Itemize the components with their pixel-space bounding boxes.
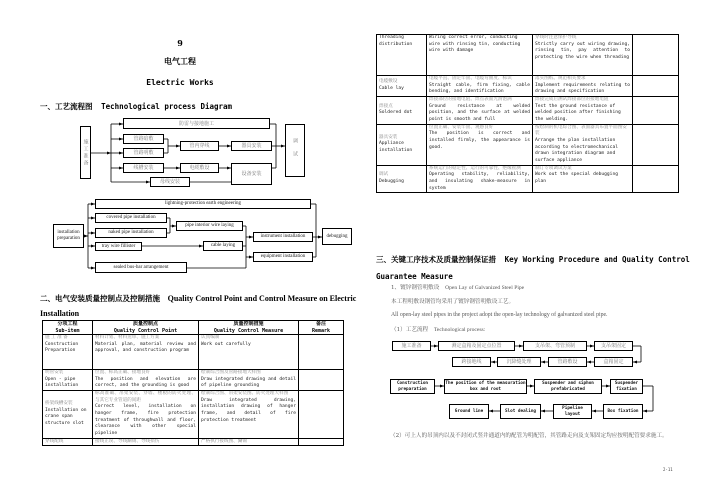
flow3-en-step4: Suspender fixation: [610, 379, 643, 394]
flow3-en-step6: Pipeline layout: [553, 404, 592, 419]
table-row: 器具安装 Appliance installation 位置正确、安装牢固、观感良好 The position is correct and installed firmly, the appearance is good. 按绘制的机电综合图、表面器具布置平面图安装 Arrange the plan installation according to electromechanical drawn integration diagram and surface appliance: [377, 124, 679, 165]
page-number: 2-11: [663, 467, 673, 472]
flow-cn-concealed-pipe: 管路暗敷: [123, 134, 164, 144]
section1-heading-en: Technological process Diagram: [101, 102, 233, 111]
flow-en-lightning: lightning-protection earth engineering: [95, 199, 311, 209]
table-row: 焊接点 Soldered dot 焊接部位的接地电阻、焊点表面光滑饱满 Ground resistance at welded position, and the surface at welded point is smooth and full 焊接完成后测试焊接部位的接地电阻 Test the ground resistance of welded position after finishing the welding.: [377, 96, 679, 124]
flow-en-wire-in-pipe: pipe interior wire laying: [176, 221, 243, 231]
flow-cn-cable: 电缆敷设: [180, 163, 219, 173]
flow-cn-tray: 线槽安装: [123, 163, 164, 173]
flow-cn-busbar: 母线安装: [150, 177, 190, 187]
flow3-cn-step3: 支吊架、弯管预制: [523, 341, 587, 351]
section2-heading-cn: 二、电气安装质量控制点及控制措施: [40, 294, 160, 303]
para2: （2）可上人的吊顶内以及不封闭式竖井通道内的配管为明配管，其管路走向及支架固定均应按明配管要求施工。: [390, 433, 668, 439]
flow-en-debugging: debugging: [322, 228, 352, 245]
flow3-en-step3: Suspender and siphon prefabricated: [534, 379, 602, 394]
col-header-subitem: 分项工程 Sub-item: [43, 321, 93, 335]
flow3-cn-step2: 测定盒箱及固定点位置: [438, 341, 515, 351]
flow-en-start: installation preparation: [53, 224, 84, 248]
flow-en-naked-pipe: naked pipe installation: [95, 228, 167, 238]
para1-en: All open-lay steel pipes in the project adopt the open-lay technology of galvanized steel pipe.: [391, 312, 608, 318]
flow-cn-fixtures: 器具安装: [231, 141, 272, 151]
flow3-cn-step1: 施工准备: [392, 341, 431, 351]
flow-cn-lightning: 防雷与接地施工: [123, 118, 270, 129]
chapter-title-cn: 电气工程: [164, 56, 196, 66]
col-header-measure: 质量控制措施 Quality Control Measure: [199, 321, 299, 335]
flow3-cn-step7: 沉降缝处理: [497, 357, 541, 367]
table-row: 桥架线槽安装 Installation on crane span structure slot 标高准确、吊架安装、穿墙、楼板的防火处理、与其它专业管道的间距 Correct level, installation on hanger frame, fire protection treatment of throughwall and floor, clearance with other special pipeline 绘制综合图、吊架安装图、防火处理大样图 Draw integrated drawing, installation drawing of hanger frame, and detail of fire protection treatment: [43, 390, 344, 438]
flow-cn-start: 施工准备: [80, 126, 91, 179]
section3-heading-en: Key Working Procedure and Quality Control Guarantee Measure: [376, 255, 690, 281]
flow3-cn-step5: 盒箱固定: [594, 357, 633, 367]
subsection1-title: 1、镀锌钢管明敷设 Open Lay of Galvanized Steel Pipe: [391, 285, 525, 291]
section2-heading-en: Quality Control Point and Control Measure on Electric Installation: [40, 294, 357, 319]
table-row: 调试 Debugging 系统运行的稳定性、运行的可靠性、绝缘摇测 Operating stability, reliability, and insulating shake-measure in system 制订专项调试方案 Work out the special debugging plan: [377, 165, 679, 193]
table-row: 电缆敷设 Cable lay 电缆平直、固定牢固、电缆弯曲度、标识 Straight cable, firm fixing, cable bending, and identification 落实图纸、规范相关要求 Implement requirements relating to drawing and specification: [377, 76, 679, 97]
section3-heading-cn: 三、关键工序技术及质量控制保证措: [376, 255, 496, 264]
flow3-en-step7: Slot dealing: [500, 404, 541, 419]
flow3-cn-step4: 支吊架固定: [594, 341, 633, 351]
flow-en-instrument: instrument installation: [253, 232, 313, 242]
col-header-point: 质量控制点 Quality Control Point: [93, 321, 199, 335]
flow-en-busbar: sealed bus-bar arrangement: [95, 262, 187, 273]
table-row: 穿线配线 接线正误、导线涮锡、导线损伤 严格执行接线图、涮锡: [43, 438, 344, 446]
section-number: 9: [177, 38, 183, 48]
flow3-cn-step8: 跨接地线: [452, 357, 491, 367]
para1-cn: 本工程明敷设钢管均采用了镀锌钢管明敷设工艺。: [391, 299, 515, 305]
table-row: Threading distribution Wiring correct error, conducting wire with rinsing tin, conducting wire with damage 穿线时注意保护导线 Strictly carry out wiring drawing, rinsing tin, pay attention to protecting the wire when threading: [377, 35, 679, 76]
table-row: 明管安装 Open - pipe installation 位置、标高正确、接地良好 The position and elevation are correct, and the grounding is good 绘制综合图及管路接地大样图 Draw integrated drawing and detail of pipeline grounding: [43, 370, 344, 391]
flow3-en-step8: Ground line: [449, 404, 489, 419]
flow-cn-exposed-pipe: 管路明敷: [123, 148, 164, 158]
flow3-en-step2: The position of the measuration box and root: [444, 379, 527, 394]
flow3-cn-step6: 管路敷设: [548, 357, 587, 367]
section1-heading-cn: 一、工艺流程图: [40, 102, 93, 111]
flow-cn-test: 调试: [285, 124, 305, 177]
flow-en-covered-pipe: covered pipe installation: [95, 213, 167, 223]
flow3-en-step5: Box fixation: [603, 404, 643, 419]
flow-cn-equipment: 设备安装: [231, 163, 272, 185]
process-label: （1）工艺流程 Technological process:: [391, 327, 486, 333]
table-row: 施 工 准 备 Construction Preparation 材料计划、材料送审、施工方案 Material plan, material review and approval, and construction program 认真编制 Work out carefully: [43, 335, 344, 370]
flow-cn-wire-in-pipe: 管内穿线: [180, 141, 219, 151]
flow-en-equipment: equipment installation: [253, 252, 313, 262]
col-header-remark: 备注 Remark: [299, 321, 344, 335]
chapter-title-en: Electric Works: [146, 78, 214, 87]
flow-en-tray: tray wire fillister: [95, 242, 142, 251]
flow3-en-step1: Construction preparation: [390, 379, 435, 394]
flow-en-cable: cable laying: [203, 241, 243, 251]
